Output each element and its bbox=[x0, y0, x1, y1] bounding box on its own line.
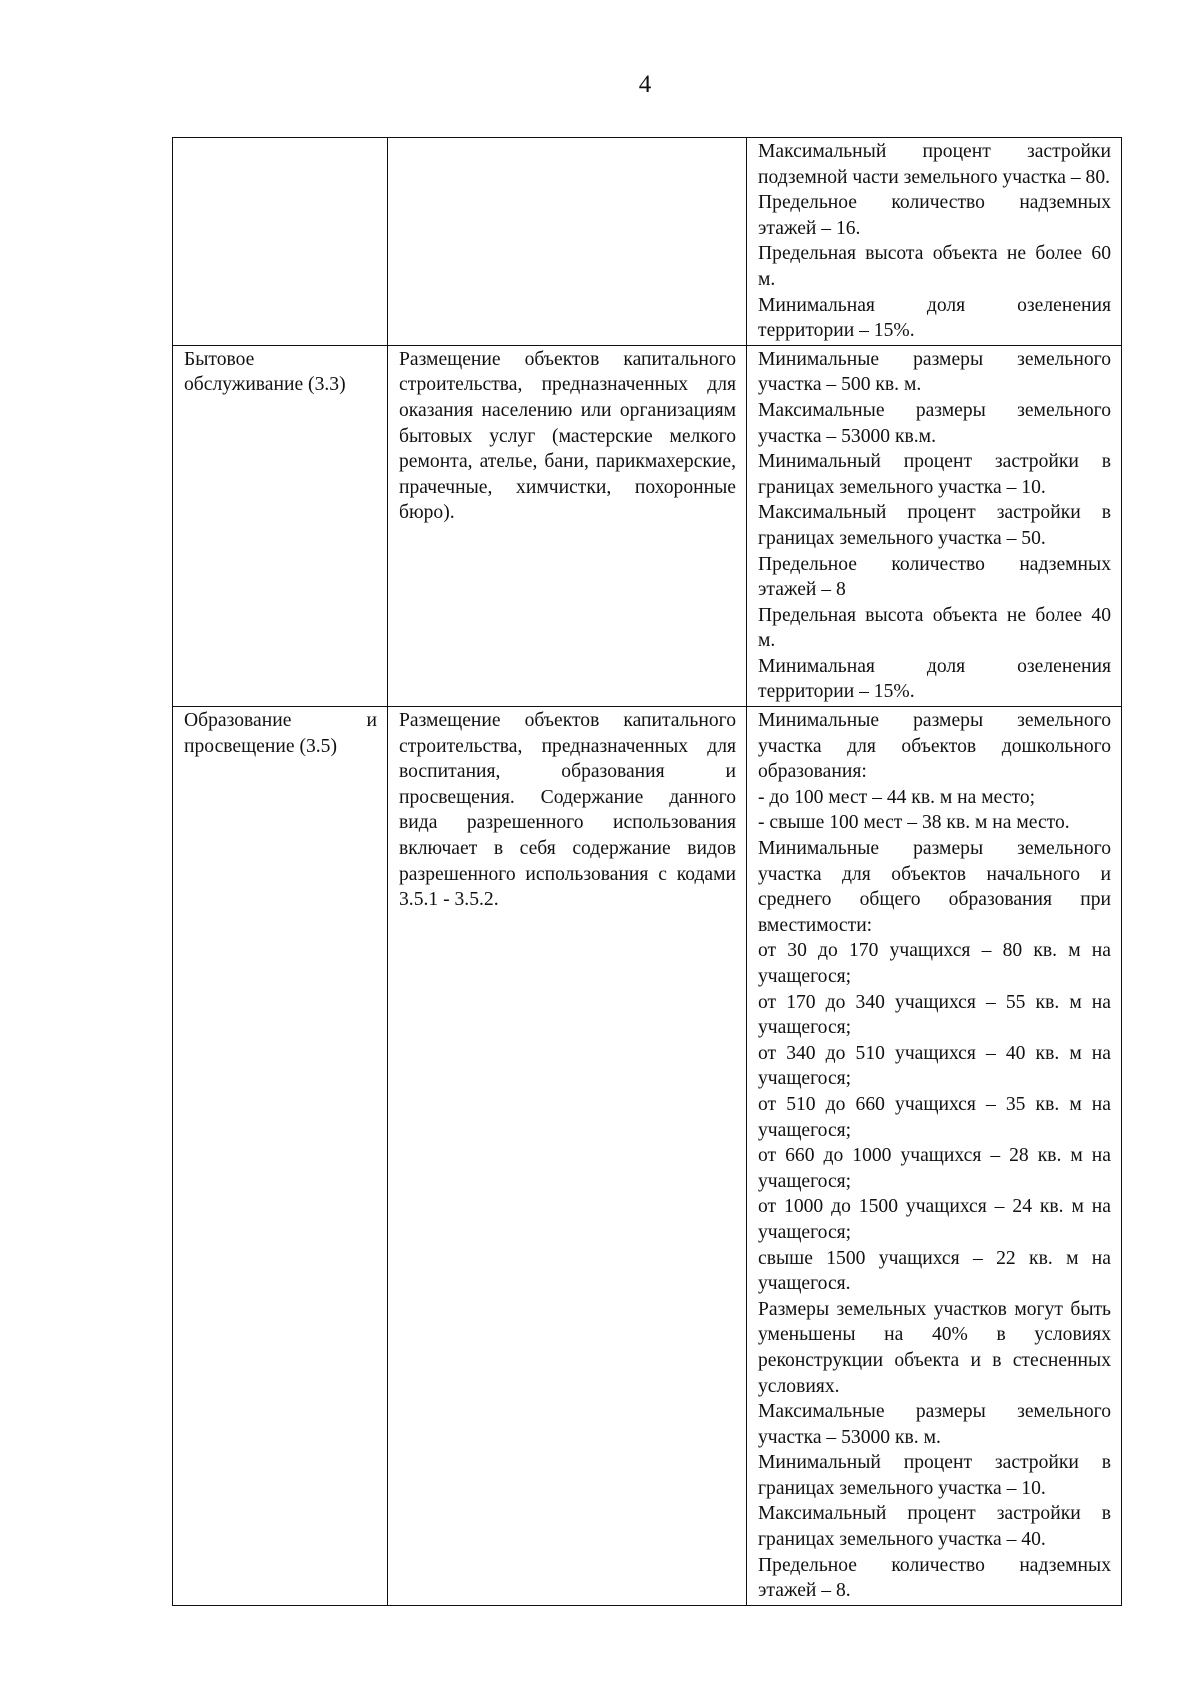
parameter-line: Максимальный процент застройки в границах земельного участка – 40. bbox=[758, 1503, 1111, 1551]
parameter-line: Минимальные размеры земельного участка для объектов дошкольного образования: bbox=[758, 710, 1111, 783]
zoning-regulations-table bbox=[172, 137, 1122, 1606]
parameter-line: Предельная высота объекта не более 40 м. bbox=[758, 604, 1111, 652]
parameters-cell bbox=[747, 345, 1122, 706]
parameter-line: - до 100 мест – 44 кв. м на место; bbox=[758, 786, 1036, 808]
parameter-line: от 340 до 510 учащихся – 40 кв. м на учащегося; bbox=[758, 1042, 1111, 1090]
parameters-cell bbox=[747, 138, 1122, 346]
parameter-line: Предельная высота объекта не более 60 м. bbox=[758, 243, 1111, 290]
parameter-line: Минимальная доля озеленения территории – 15%. bbox=[758, 294, 1111, 342]
description-cell bbox=[388, 138, 747, 346]
parameter-line: Минимальный процент застройки в границах земельного участка – 10. bbox=[758, 451, 1111, 498]
parameter-line: от 170 до 340 учащихся – 55 кв. м на учащегося; bbox=[758, 991, 1111, 1039]
parameters-cell bbox=[747, 707, 1122, 1606]
parameter-line: Предельное количество надземных этажей – 16. bbox=[758, 192, 1111, 239]
parameter-line: Предельное количество надземных этажей – 8 bbox=[758, 553, 1111, 601]
parameter-line: Минимальный процент застройки в границах земельного участка – 10. bbox=[758, 1452, 1111, 1499]
parameter-line: Размеры земельных участков могут быть уменьшены на 40% в условиях реконструкции объекта и в стесненных условиях. bbox=[758, 1298, 1111, 1397]
parameter-line: от 660 до 1000 учащихся – 28 кв. м на учащегося; bbox=[758, 1145, 1111, 1192]
parameter-line: свыше 1500 учащихся – 22 кв. м на учащегося. bbox=[758, 1247, 1111, 1295]
table-row bbox=[173, 345, 1122, 706]
parameter-line: - свыше 100 мест – 38 кв. м на место. bbox=[758, 812, 1070, 834]
parameter-line: от 510 до 660 учащихся – 35 кв. м на учащегося; bbox=[758, 1093, 1111, 1141]
description-cell: Размещение объектов капитального строительства, предназначенных для воспитания, образования и просвещения. Содержание данного вида разрешенного использования включает в себя содержание видов разрешенного использования с кодами 3.5.1 - 3.5.2. bbox=[388, 707, 747, 1606]
table-row bbox=[173, 138, 1122, 346]
parameter-line: Предельное количество надземных этажей – 8. bbox=[758, 1554, 1111, 1602]
page-number: 4 bbox=[638, 71, 652, 98]
table-row bbox=[173, 707, 1122, 1606]
parameter-line: Минимальные размеры земельного участка – 500 кв. м. bbox=[758, 348, 1111, 396]
use-type-cell: Образование и просвещение (3.5) bbox=[173, 707, 388, 1606]
parameter-line: Максимальный процент застройки в границах земельного участка – 50. bbox=[758, 502, 1111, 549]
use-type-cell bbox=[173, 138, 388, 346]
parameter-line: от 30 до 170 учащихся – 80 кв. м на учащегося; bbox=[758, 940, 1111, 987]
parameter-line: от 1000 до 1500 учащихся – 24 кв. м на учащегося; bbox=[758, 1196, 1111, 1243]
parameter-line: Максимальные размеры земельного участка – 53000 кв.м. bbox=[758, 399, 1111, 447]
description-cell: Размещение объектов капитального строительства, предназначенных для оказания населению или организациям бытовых услуг (мастерские мелкого ремонта, ателье, бани, парикмахерские, прачечные, химчистки, похоронные бюро). bbox=[388, 345, 747, 706]
parameter-line: Минимальная доля озеленения территории – 15%. bbox=[758, 655, 1111, 703]
parameter-line: Максимальный процент застройки подземной части земельного участка – 80. bbox=[758, 141, 1111, 188]
parameter-line: Максимальные размеры земельного участка – 53000 кв. м. bbox=[758, 1401, 1111, 1448]
use-type-cell: Бытовое обслуживание (3.3) bbox=[173, 345, 388, 706]
parameter-line: Минимальные размеры земельного участка для объектов начального и среднего общего образования при вместимости: bbox=[758, 838, 1111, 936]
